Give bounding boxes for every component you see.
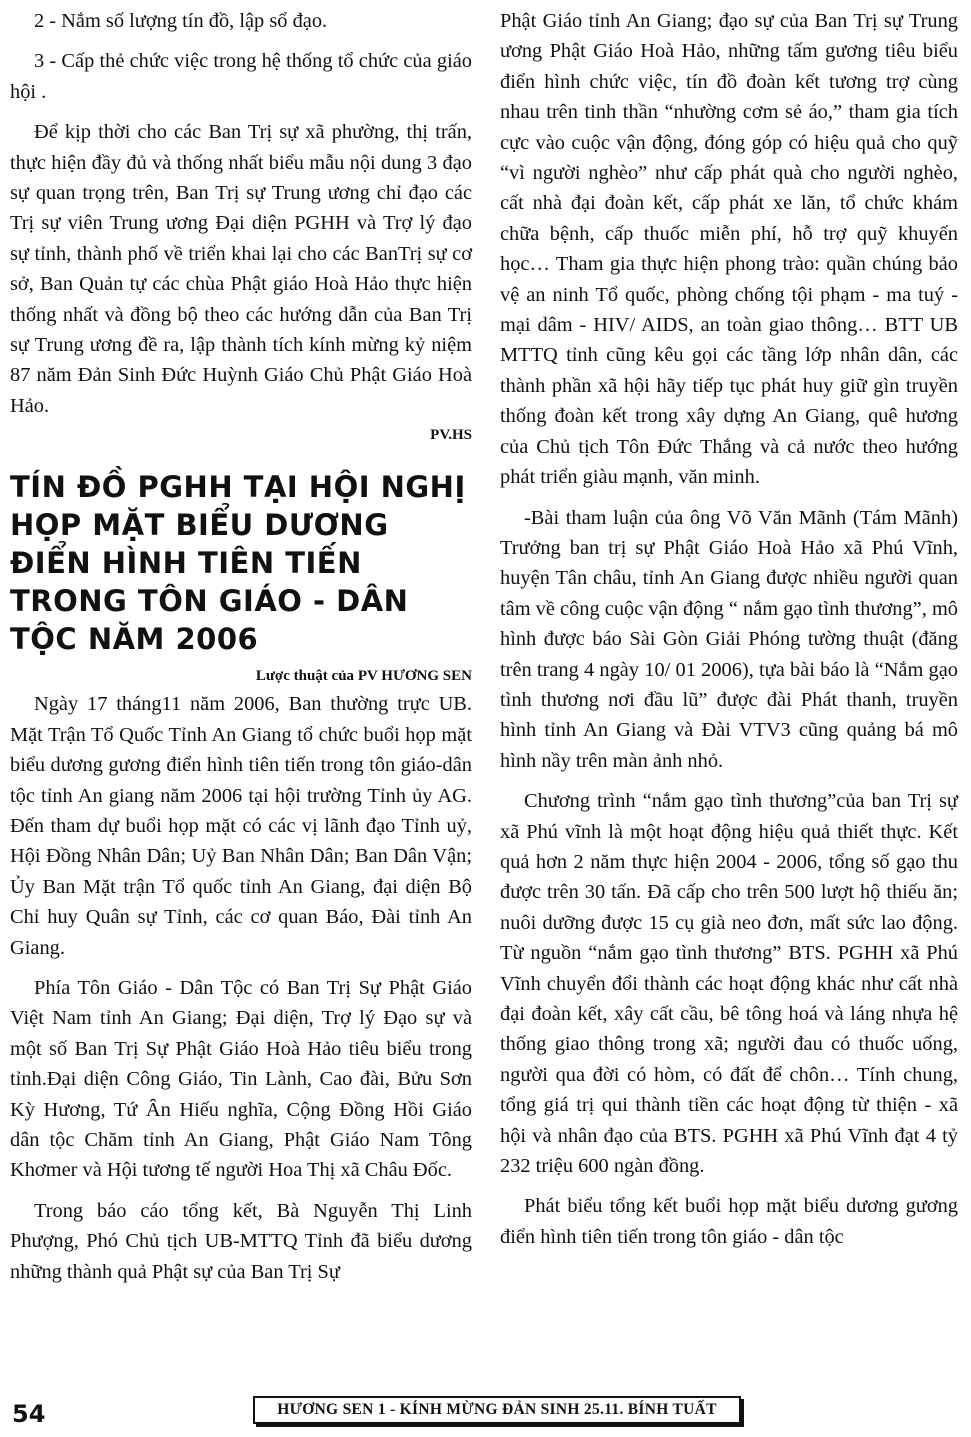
article-paragraph-1: Ngày 17 tháng11 năm 2006, Ban thường trực UB. Mặt Trận Tổ Quốc Tỉnh An Giang tổ chức buổi họp mặt biểu dương gương điển hình tiên tiến trong tôn giáo-dân tộc tỉnh An giang năm 2006 tại hội trường Tỉnh ủy AG. Đến tham dự buổi họp mặt có các vị lãnh đạo Tỉnh uỷ, Hội Đồng Nhân Dân; Uỷ Ban Nhân Dân; Ban Dân Vận; Ủy Ban Mặt trận Tổ quốc tỉnh An Giang, đại diện Bộ Chỉ huy Quân sự Tỉnh, các cơ quan Báo, Đài tỉnh An Giang. (10, 693, 472, 959)
article-paragraph-3: Trong báo cáo tổng kết, Bà Nguyễn Thị Linh Phượng, Phó Chủ tịch UB-MTTQ Tỉnh đã biểu dương những thành quả Phật sự của Ban Trị Sự (10, 1199, 472, 1283)
page-number: 54 (12, 1400, 46, 1428)
right-column (500, 6, 958, 1262)
right-paragraph-4: Phát biểu tổng kết buổi họp mặt biểu dương gương điển hình tiên tiến trong tôn giáo - dân tộc (500, 1195, 958, 1248)
footer-banner: HƯƠNG SEN 1 - KÍNH MỪNG ĐẢN SINH 25.11. BÍNH TUẤT (253, 1396, 741, 1424)
article-headline: TÍN ĐỒ PGHH TẠI HỘI NGHỊ HỌP MẶT BIỂU DƯƠNG ĐIỂN HÌNH TIÊN TIẾN TRONG TÔN GIÁO - DÂN TỘC NĂM 2006 (10, 470, 466, 657)
right-paragraph-1: Phật Giáo tỉnh An Giang; đạo sự của Ban Trị sự Trung ương Phật Giáo Hoà Hảo, những tấm gương tiêu biểu điển hình chức việc, tín đồ đoàn kết tương trợ cùng nhau trên tinh thần “nhường cơm sẻ áo,” tham gia tích cực vào cuộc vận động, đóng góp có hiệu quả cho quỹ “vì người nghèo” như cấp phát quà cho người nghèo, cất nhà đại đoàn kết, cấp phát xe lăn, tổ chức khám chữa bệnh, cấp thuốc miễn phí, hỗ trợ quỹ khuyến học… Tham gia thực hiện phong trào: quần chúng bảo vệ an ninh Tổ quốc, phòng chống tội phạm - ma tuý - mại dâm - HIV/ AIDS, an toàn giao thông… BTT UB MTTQ tỉnh cũng kêu gọi các tầng lớp nhân dân, các thành phần xã hội hãy tiếp tục phát huy giữ gìn truyền thống đoàn kết trong xây dựng An Giang, quê hương của Chủ tịch Tôn Đức Thắng và cả nước theo hướng phát triển giàu mạnh, văn minh. (500, 10, 958, 489)
intro-paragraph-1: 2 - Nắm số lượng tín đồ, lập sổ đạo. (34, 10, 328, 32)
intro-paragraph-2: 3 - Cấp thẻ chức việc trong hệ thống tổ chức của giáo hội . (10, 50, 472, 103)
byline (10, 668, 472, 685)
right-paragraph-2: -Bài tham luận của ông Võ Văn Mãnh (Tám Mãnh) Trưởng ban trị sự Phật Giáo Hoà Hảo xã Phú Vĩnh, huyện Tân châu, tỉnh An Giang được nhiều người quan tâm về công cuộc vận động “ nắm gạo tình thương”, mô hình được báo Sài Gòn Giải Phóng tường thuật (đăng trên trang 4 ngày 10/ 01 2006), tựa bài báo là “Nắm gạo tình thương nơi đầu lũ” được đài Phát thanh, truyền hình tỉnh An Giang và Đài VTV3 cũng quảng bá mô hình nầy trên màn ảnh nhỏ. (500, 506, 958, 772)
signature: PV.HS (430, 427, 472, 444)
page-footer (0, 1392, 971, 1432)
intro-paragraph-3: Để kịp thời cho các Ban Trị sự xã phường, thị trấn, thực hiện đầy đủ và thống nhất biểu mẫu nội dung 3 đạo sự quan trọng trên, Ban Trị sự Trung ương chỉ đạo các Trị sự viên Trung ương Đại diện PGHH và Trợ lý đạo sự tỉnh, thành phố về triển khai lại cho các BanTrị sự cơ sở, Ban Quản tự các chùa Phật giáo Hoà Hảo thực hiện thống nhất và đồng bộ theo các hướng dẫn của Ban Trị sự Trung ương đề ra, lập thành tích kính mừng kỷ niệm 87 năm Đản Sinh Đức Huỳnh Giáo Chủ Phật Giáo Hoà Hảo. (10, 121, 472, 417)
article-paragraph-2: Phía Tôn Giáo - Dân Tộc có Ban Trị Sự Phật Giáo Việt Nam tỉnh An Giang; Đại diện, Trợ lý Đạo sự và một số Ban Trị Sự Phật Giáo Hoà Hảo tiêu biểu trong tỉnh.Đại diện Công Giáo, Tin Lành, Cao đài, Bửu Sơn Kỳ Hương, Tứ Ân Hiếu nghĩa, Cộng Đồng Hồi Giáo dân tộc Chăm tỉnh An Giang, Phật Giáo Nam Tông Khơmer và Hội tương tế người Hoa Thị xã Châu Đốc. (10, 976, 472, 1182)
left-column (10, 6, 472, 1297)
right-paragraph-3: Chương trình “nắm gạo tình thương”của ban Trị sự xã Phú vĩnh là một hoạt động hiệu quả thiết thực. Kết quả hơn 2 năm thực hiện 2004 - 2006, tổng số gạo thu được trên 30 tấn. Đã cấp cho trên 500 lượt hộ thiếu ăn; nuôi dưỡng được 15 cụ già neo đơn, mất sức lao động. Từ nguồn “nắm gạo tình thương” BTS. PGHH xã Phú Vĩnh chuyển đổi thành các hoạt động khác như cất nhà đại đoàn kết, xây cất cầu, bê tông hoá và láng nhựa hệ thống giao thông trong xã; người đau có thuốc uống, người qua đời có hòm, có đất để chôn… Tính chung, tổng giá trị qui thành tiền các hoạt động từ thiện - xã hội và nhân đạo của BTS. PGHH xã Phú Vĩnh đạt 4 tỷ 232 triệu 600 ngàn đồng. (500, 790, 958, 1178)
byline-author: PV HƯƠNG SEN (357, 668, 472, 685)
byline-prefix: Lược thuật của (255, 668, 355, 685)
